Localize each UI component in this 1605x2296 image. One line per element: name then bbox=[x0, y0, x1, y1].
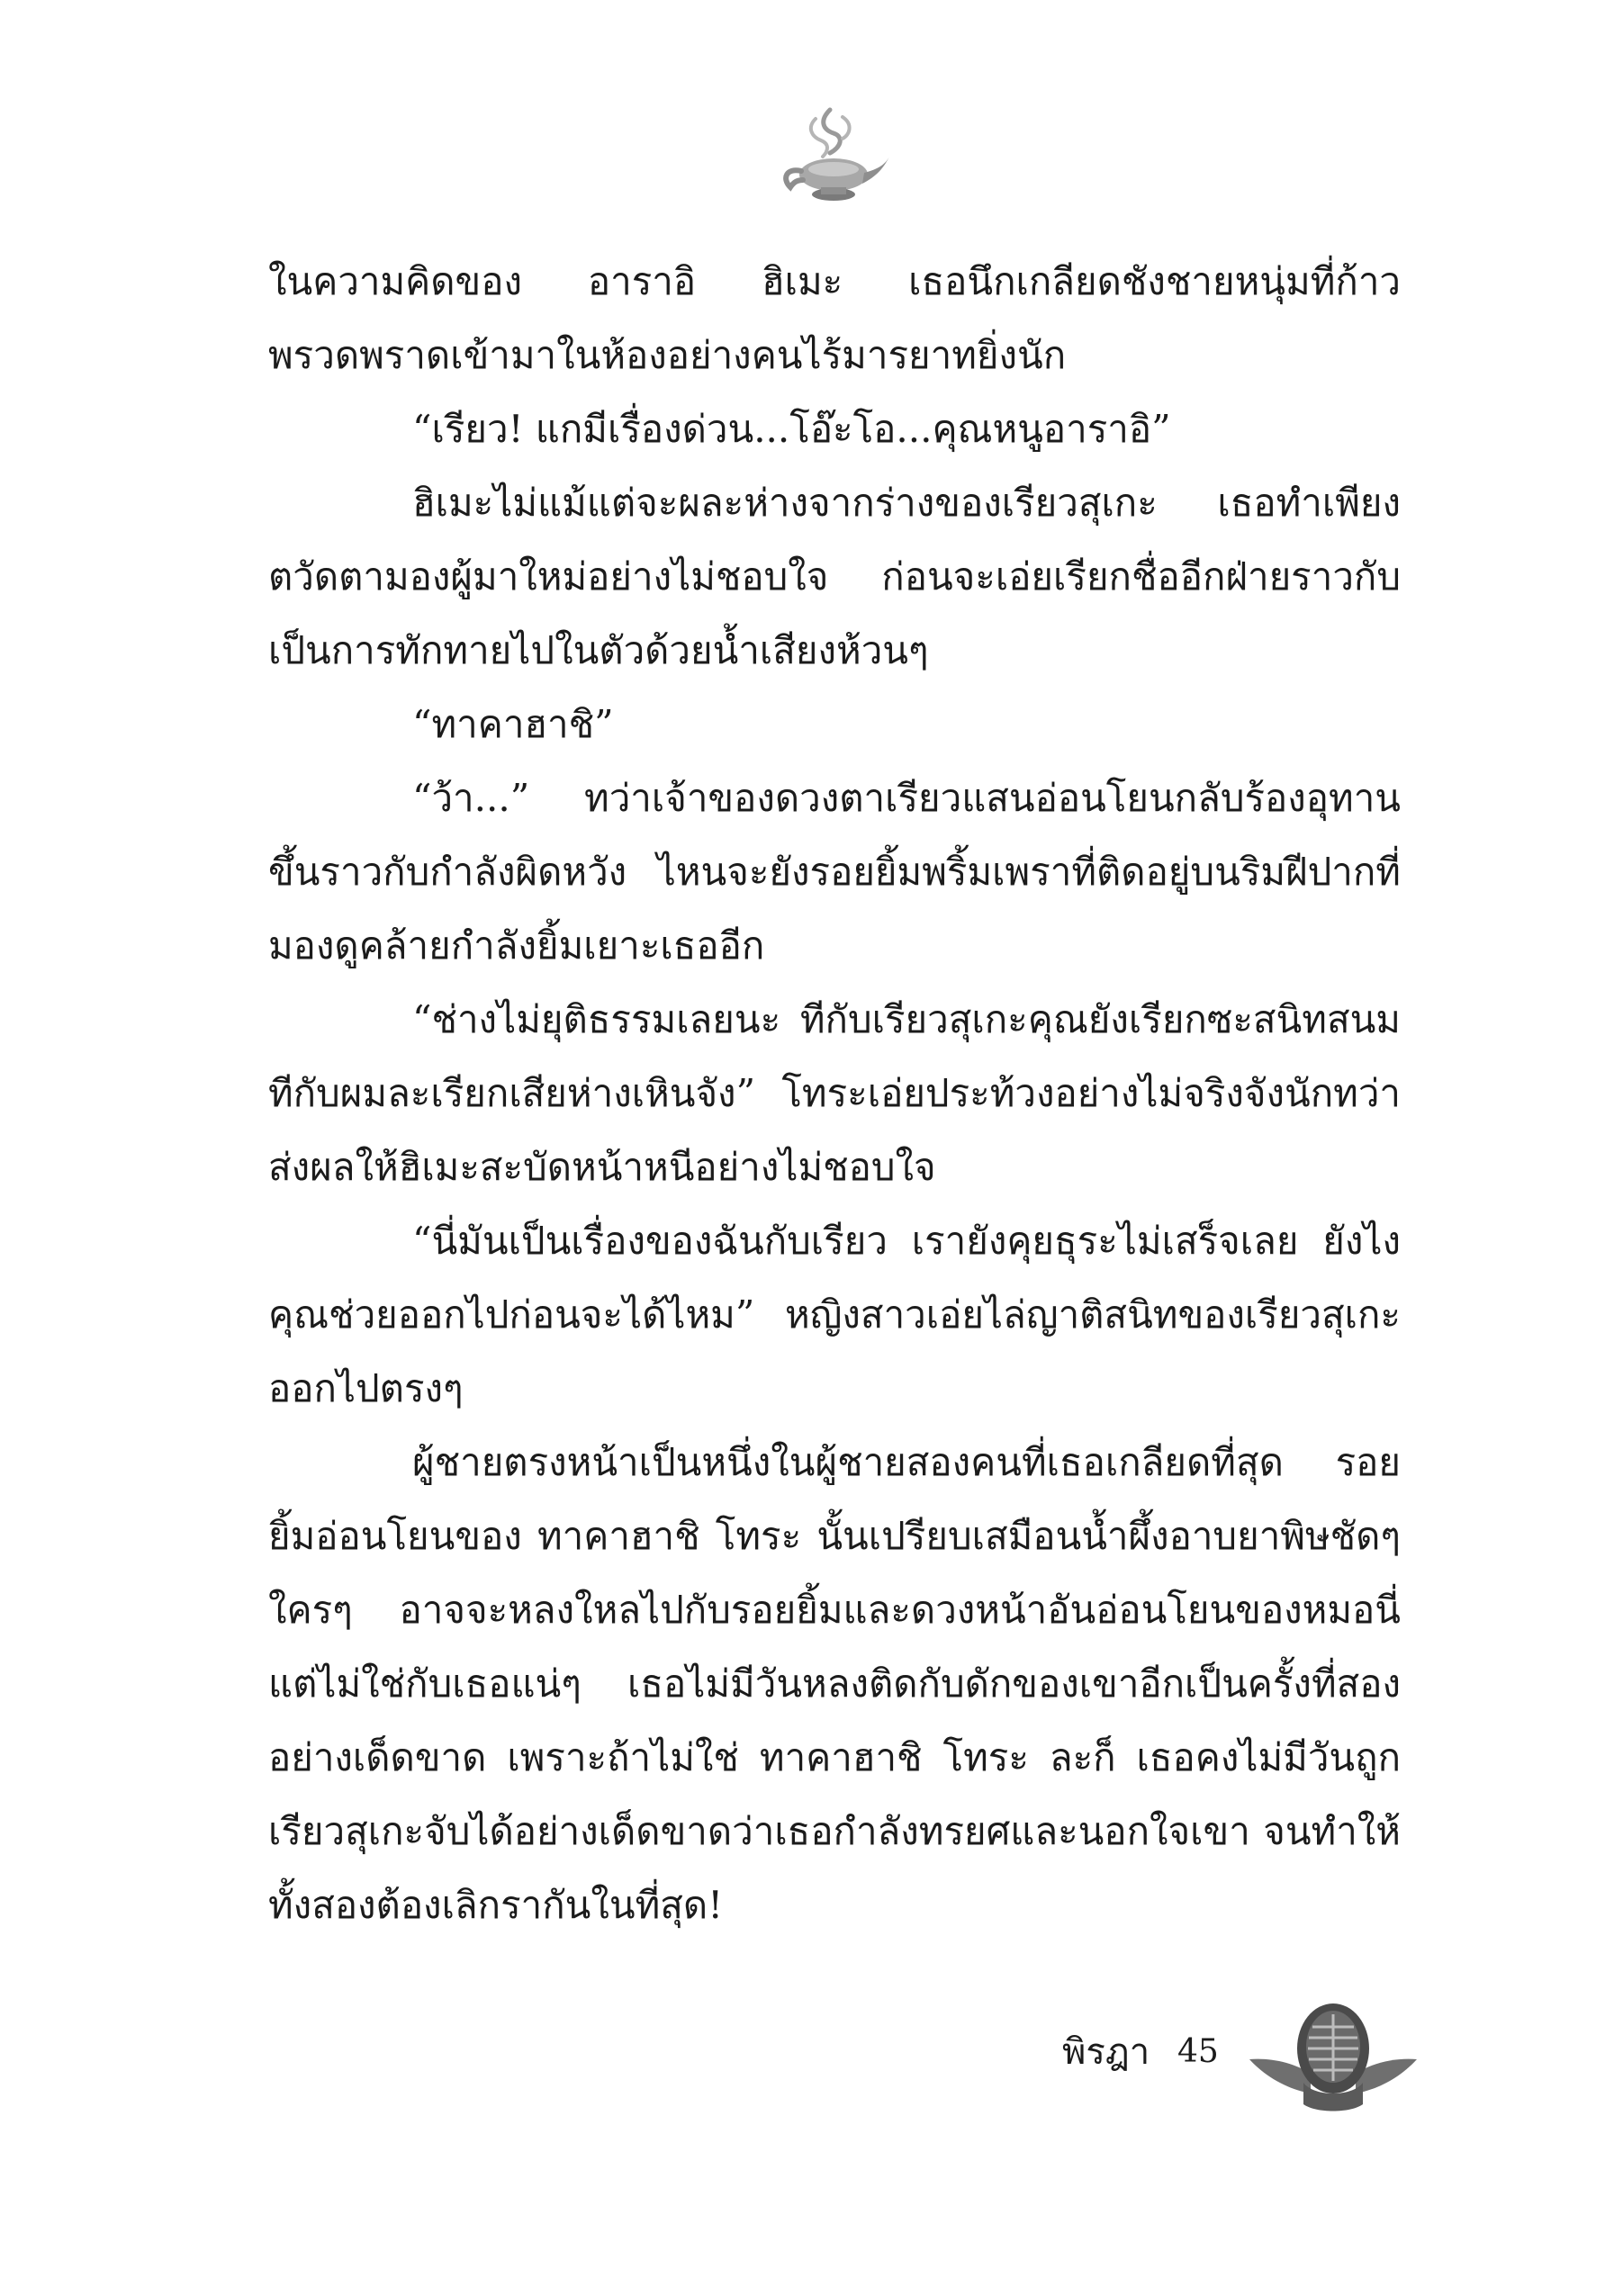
lamp-icon bbox=[767, 101, 893, 218]
paragraph: ฮิเมะไม่แม้แต่จะผละห่างจากร่างของเรียวสุเกะ เธอทำเพียงตวัดตามองผู้มาใหม่อย่างไม่ชอบใจ ก่อนจะเอ่ยเรียกชื่ออีกฝ่ายราวกับเป็นการทักทายไปในตัวด้วยน้ำเสียงห้วนๆ bbox=[268, 481, 1401, 672]
paragraph: ผู้ชายตรงหน้าเป็นหนึ่งในผู้ชายสองคนที่เธอเกลียดที่สุด รอยยิ้มอ่อนโยนของ ทาคาฮาชิ โทระ นั้นเปรียบเสมือนน้ำผึ้งอาบยาพิษชัดๆ ใครๆ อาจจะหลงใหลไปกับรอยยิ้มและดวงหน้าอันอ่อนโยนของหมอนี่ แต่ไม่ใช่กับเธอแน่ๆ เธอไม่มีวันหลงติดกับดักของเขาอีกเป็นครั้งที่สองอย่างเด็ดขาด เพราะถ้าไม่ใช่ ทาคาฮาชิ โทระ ละก็ เธอคงไม่มีวันถูกเรียวสุเกะจับได้อย่างเด็ดขาดว่าเธอกำลังทรยศและนอกใจเขา จนทำให้ทั้งสองต้องเลิกรากันในที่สุด! bbox=[268, 1440, 1401, 1927]
story-text bbox=[268, 245, 1401, 1946]
paragraph: ในความคิดของ อาราอิ ฮิเมะ เธอนึกเกลียดชังชายหนุ่มที่ก้าวพรวดพราดเข้ามาในห้องอย่างคนไร้มารยาทยิ่งนัก bbox=[268, 259, 1401, 377]
paragraph: “นี่มันเป็นเรื่องของฉันกับเรียว เรายังคุยธุระไม่เสร็จเลย ยังไงคุณช่วยออกไปก่อนจะได้ไหม” หญิงสาวเอ่ยไล่ญาติสนิทของเรียวสุเกะออกไปตรงๆ bbox=[268, 1219, 1401, 1410]
author-name: พิรฎา bbox=[1062, 2031, 1150, 2073]
paragraph: “ช่างไม่ยุติธรรมเลยนะ ทีกับเรียวสุเกะคุณยังเรียกซะสนิทสนมทีกับผมละเรียกเสียห่างเหินจัง” โทระเอ่ยประท้วงอย่างไม่จริงจังนักทว่าส่งผลให้ฮิเมะสะบัดหน้าหนีอย่างไม่ชอบใจ bbox=[268, 997, 1401, 1189]
page-footer bbox=[1062, 1996, 1440, 2122]
paragraph: “ทาคาฮาชิ” bbox=[412, 702, 614, 746]
paragraph bbox=[268, 1942, 1401, 1946]
kendo-mask-icon bbox=[1244, 1996, 1422, 2115]
paragraph: “ว้า...” ทว่าเจ้าของดวงตาเรียวแสนอ่อนโยนกลับร้องอุทานขึ้นราวกับกำลังผิดหวัง ไหนจะยังรอยยิ้มพริ้มเพราที่ติดอยู่บนริมฝีปากที่มองดูคล้ายกำลังยิ้มเยาะเธออีก bbox=[268, 776, 1401, 968]
paragraph: “เรียว! แกมีเรื่องด่วน...โอ๊ะโอ...คุณหนูอาราอิ” bbox=[412, 407, 1171, 451]
page-number: 45 bbox=[1177, 2033, 1219, 2070]
